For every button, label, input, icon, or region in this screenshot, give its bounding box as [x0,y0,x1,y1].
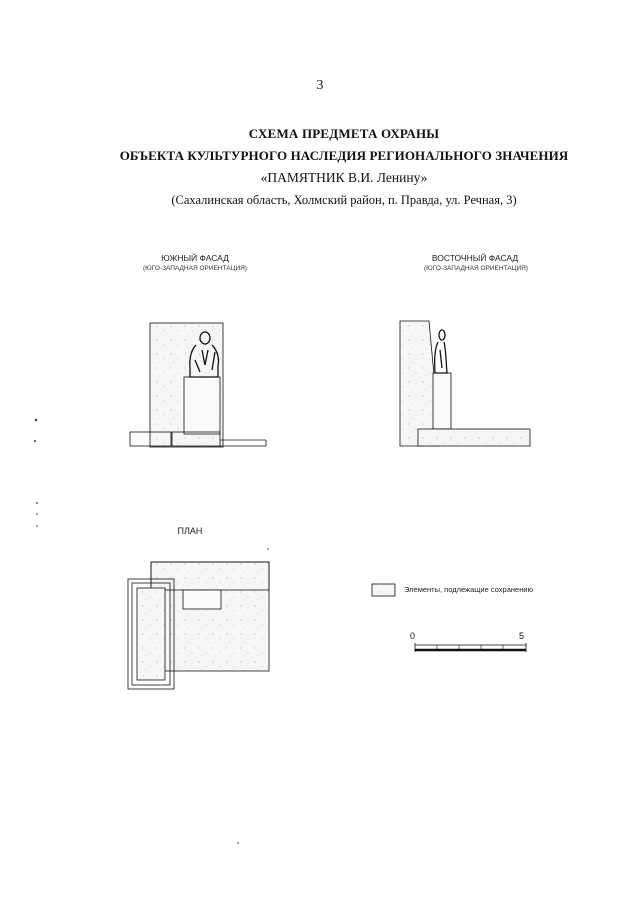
east-facade-drawing [400,321,530,446]
legend-swatch [372,584,395,596]
speck [36,513,38,515]
legend-label: Элементы, подлежащие сохранению [404,585,534,594]
plan-path-fill [137,588,165,680]
east-pedestal [433,373,451,429]
plan-title: ПЛАН [177,526,203,536]
speck [36,502,38,504]
south-facade-drawing [130,323,266,447]
east-facade-subtitle: (ЮГО-ЗАПАДНАЯ ОРИЕНТАЦИЯ) [424,265,528,272]
document-title: СХЕМА ПРЕДМЕТА ОХРАНЫ [248,126,440,141]
plan-main-area [151,562,269,671]
south-facade-title: ЮЖНЫЙ ФАСАД [161,253,229,263]
monument-address: (Сахалинская область, Холмский район, п. Правда, ул. Речная, 3) [171,193,517,207]
scale-bar [415,643,526,652]
east-facade-title: ВОСТОЧНЫЙ ФАСАД [431,253,519,263]
south-pedestal [184,377,220,434]
speck [267,548,269,550]
scale-start-label: 0 [410,631,416,641]
speck [35,419,37,421]
plan-pedestal [183,590,221,609]
scale-end-label: 5 [519,631,525,641]
speck [36,525,38,527]
lenin-bust-east [435,330,447,373]
east-plinth [418,429,530,446]
plan-drawing [128,562,269,689]
south-facade-subtitle: (ЮГО-ЗАПАДНАЯ ОРИЕНТАЦИЯ) [143,265,247,272]
page-number: 3 [316,78,324,93]
monument-name: «ПАМЯТНИК В.И. Ленину» [260,170,428,185]
speck [34,440,36,442]
document-subtitle: ОБЪЕКТА КУЛЬТУРНОГО НАСЛЕДИЯ РЕГИОНАЛЬНОГО ЗНАЧЕНИЯ [119,148,569,163]
speck [237,842,239,844]
